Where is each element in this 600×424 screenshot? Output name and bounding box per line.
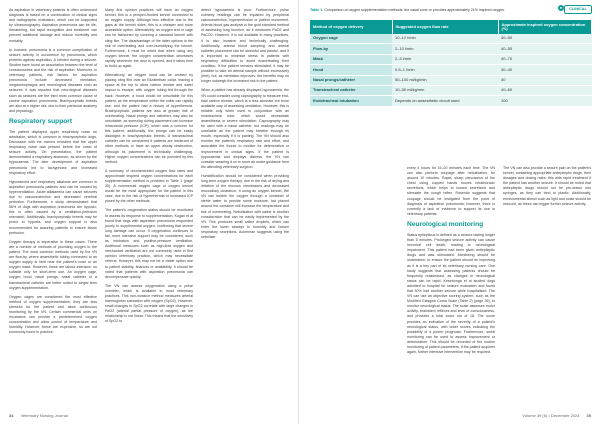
paragraph: A summary of recommended oxygen flow rates and approximate inspired oxygen concentrations for each supplementation method is provided in Table 1 (page 35). A commercial oxygen cage or oxygen kennel would be the most appropriate for the patient in this case, due to the risk of hyperthermia or increased ICP posed by the other methods. — [105, 168, 193, 204]
table-row — [310, 96, 592, 106]
table-cell-concentration: 40 — [498, 75, 592, 85]
table-header: Suggested oxygen flow rate — [392, 20, 498, 34]
oxygen-methods-table — [310, 20, 592, 107]
table-cell-concentration: 40–70 — [498, 54, 592, 64]
paragraph: Status epilepticus is defined as a seizure lasting longer than 5 minutes. Prolonged seizure activity can cause neuronal cell death, leading to neurological impairment. This patient had been given antiepileptic drugs and was stimulated. Monitoring should be undertaken, to ensure the patient should be improving as it is a key part of its veterinary nursing care. One study suggests that assessing patients should be frequently reassessed, as changes in neurological status can be rapid. Kesebonga et al studied dogs admitted to hospital for seizure evaluation and found that 50% had another seizure while hospitalised. The VN can use an objective scoring system, such as the Modified Glasgow Coma Scale (Table 2) (page 36), to monitor neurological status. The scale assesses motor activity, brainstem reflexes and level of consciousness, and provides a total score out of 18. The score provides an indication of the severity of a patient's neurological status, with lower scores indicating the possibility of a poorer prognosis. Furthermore, serial monitoring can be used to assess improvement or deterioration. This should be recorded of the routine monitoring of patient parameters, if the patient acquires again, further intensive intervention may be required. — [407, 232, 495, 355]
left-column-3 — [201, 8, 289, 244]
left-column-1 — [9, 8, 97, 339]
table-caption — [310, 8, 592, 13]
paragraph: The VN can also provide a secure pain on the patient's kennel, containing appropriate antiepileptic drugs, their dosages and dosing rates; this aids rapid treatment if the patient has another seizure. It should be noted that antiepileptic drugs should not be pre-drawn into syringes, as they can bind to plastic. Additionally, environmental stimuli such as light and noise should be reduced, as these can trigger further seizure activity. — [503, 166, 591, 206]
table-cell-rate: 2–10 l/min — [392, 44, 498, 54]
right-column-1 — [407, 166, 495, 359]
section-heading-respiratory-support: Respiratory support — [9, 117, 73, 125]
paragraph: As aspiration in veterinary patients is often underused diagnosis is based on a combination of clinical signs and radiographic evaluation, which can be supported by ultrasonography. Aspiration pneumonia can be life-threatening, but rapid recognition and treatment can prevent additional damage and reduce morbidity and mortality. — [9, 8, 97, 43]
table-cell-rate: 0.5–1 l/min — [392, 65, 498, 75]
paragraph: In humans, pneumonia is a common complication of seizure activity, in occurrence by pneumonia, which protects against aspiration. A stricted during a seizure. Studies have found an association between the level of consciousness and the risk of aspiration. Moreover, in veterinary patients, risk factors for aspiration pneumonia include decreased mentation, megaoesophagus and neurological diseases such as seizures. It was reported that neurological diseases such as seizures are the third most common cause of canine aspiration pneumonia. Brachycephalic breeds are also at a higher risk, due to their particular anatomy and physiology. — [9, 47, 97, 113]
table-cell-concentration: 40–60 — [498, 85, 592, 95]
left-footer — [9, 413, 68, 418]
paragraph: detect hypoxaemia is poor. Furthermore, pulse oximetry readings can be impaired by peripheral vasoconstriction, hyperperfusion or patient movement. Arterial blood gas analysis is the gold standard method of assessing lung function, as it measures PaO2 and PaCO2. However, it is not available in many practices, it is also invasive and technically challenging. Additionally, arterial blood sampling and arterial catheter placement can be stressful and painful, and it is important to minimise stress in patients with respiratory difficulties to avoid exacerbating their condition. If the patient remains stimulated, it may be possible to take an arterial sample without excessively (feet), but, as mentation improves, the benefits may no longer outweigh the increased risk to the patient. — [201, 8, 289, 84]
table-row — [310, 54, 592, 64]
table-cell-method: Transtracheal catheter — [310, 85, 392, 95]
right-footer — [522, 413, 591, 418]
paragraph: Humidification should be considered when providing long-term oxygen therapy, due to the risk of drying and irritation of the mucous membranes and decreased mucociliary clearance. If using an oxygen kennel, the VN can bubble the oxygen through a container of sterile water to provide some moisture, but placed around the container will increase the temperature and risk of overheating. Nebulisation with saline is another consideration that can be easily implemented by the VN. This produces small saline droplets, which can enter the lower airways to humidify and loosen respiratory secretions. Ackerman suggests using the nebuliser — [201, 173, 289, 240]
section-heading-neurological-monitoring: Neurological monitoring — [407, 220, 484, 228]
paragraph: The VN can assess oxygenation using a pulse oximeter, which is available in most veterinary practices. This non-invasive method measures arterial haemoglobin saturation with oxygen (SpO2). However, small changes in SpO2 correlate with large changes in PaO2 (arterial partial pressure of oxygen), as the relationship is not linear. This means that the sensitivity of SpO2 to — [105, 283, 193, 324]
paragraph: Hypoxaemia and respiratory alkalosis are common in aspiration pneumonia patients and can be caused by hyperventilation. Acute alkalaemia can cause seizures due to vasoconstriction and decreased cerebral perfusion. Furthermore, a study demonstrated that 56% of dogs with aspiration pneumonia are hypoxic; this is often caused by a ventilation-perfusion mismatch. Additionally, brachycephalic breeds may be prone to hypoxia, and oxygen support is also recommended for assuring patients to ensure tissue perfusion. — [9, 179, 97, 235]
paragraph: Oxygen therapy is imperative in these cases. There are a number of methods of providing oxygen to the patient. The most common methods used by the VN are flow-by, where anaesthetic tubing connected to an oxygen supply is held near the patient's nose or an oxygen mask. However, these are labour-intensive, so suitable only for short-term use. An oxygen cage, oxygen hood, nasal prongs, nasal catheter or a transtracheal catheter are better suited to longer-term oxygen supplementation. — [9, 239, 97, 290]
table-cell-rate: 10–12 l/min — [392, 34, 498, 44]
journal-name: Veterinary Nursing Journal — [20, 413, 68, 418]
table-cell-rate: 10–50 ml/kg/min — [392, 85, 498, 95]
table-cell-method: Oxygen cage — [310, 34, 392, 44]
table-cell-method: Mask — [310, 54, 392, 64]
table-row — [310, 34, 592, 44]
table-cell-rate: 2–5 l/min — [392, 54, 498, 64]
paragraph: When a patient has already displayed hypoxaemia, the VN could consider using capnography to measure end-tidal carbon dioxide, which is a less accurate but more available way of assessing ventilation. However, this is reliable only when used in conjunction with an endotracheal tube, which would necessitate anaesthesia or severe stimulation. Capnography may be used with a nasal catheter, but readings may be unreliable as the patient may breathe through its mouth, especially if it is panting. The VN should also monitor the patient's respiratory rate and effort, and auscultate the thorax to monitor for deterioration or improvement in clinical signs. If the patient is hypoxaemia and displays distress, the VN can consider weaning it on to room air under guidance from the attending veterinary surgeon. — [201, 88, 289, 169]
paragraph: The patient's oxygenation status should be monitored to assess its response to supplementation. Kogan et al found that dogs with aspiration pneumonia responded poorly to supplemental oxygen, confirming that severe lung damage can occur. If oxygenation continues to fail, more intensive support may be considered, such as intubation and positive-pressure ventilation. Additional measures such as high-flow oxygen and mechanical ventilation are not commonly used in first opinion veterinary practice, which may necessitate referral. However, this may not be a viable option due to patient stability, finances or availability. It should be noted that patients with aspiration pneumonia can decompensate quickly. — [105, 208, 193, 279]
table-cell-method: Endotracheal intubation — [310, 96, 392, 106]
paragraph: Many first opinion practices will have an oxygen kennel; this is a perspex-fronted kennel connected to an oxygen supply. Although less effective due to the gaps at the kennel sides, this is a cheaper and more accessible option. Alternatively, an oxygen tent or cage can be fashioned by covering a standard kennel with cling film. The disadvantage of the latter options is the risk of overheating and over-humidifying the kennel. Furthermore, it must be noted that when using any oxygen kennel, the oxygen concentration decreases rapidly whenever the door is opened, and it takes time to build up again. — [105, 8, 193, 69]
left-page — [0, 0, 299, 424]
table-cell-rate: 50–100 ml/kg/min — [392, 75, 498, 85]
table-cell-rate: Depends on anaesthetic circuit used — [392, 96, 498, 106]
clinical-icon: ● — [559, 5, 563, 10]
table-row — [310, 85, 592, 95]
table-row — [310, 44, 592, 54]
table-cell-method: Nasal prongs/catheter — [310, 75, 392, 85]
right-column-2 — [503, 166, 591, 211]
table-row — [310, 65, 592, 75]
table-cell-concentration: 40–50 — [498, 34, 592, 44]
page-number: 34 — [9, 413, 14, 418]
table-cell-concentration: 30–40 — [498, 65, 592, 75]
table-caption-text: Comparison of oxygen supplementation methods: the nasal cone or provides approximately 21% inspired oxygen. — [324, 8, 506, 12]
paragraph: The patient displayed upper respiratory noise on admission, which is common in brachycephalic dogs. Discussion with the owners revealed that the upper respiratory noise was present before the onset of seizure activity. On presentation, the patient demonstrated a respiratory abdomen, as shown by the hypoxaemia. The later development of aspiration pneumonia led to tachypnoea and increased respiratory effort. — [9, 129, 97, 175]
paragraph: Oxygen cages are considered the most effective method of oxygen supplementation; they are less stressful for the patient and allow continuous monitoring by the VN. Certain commercial units on incubators can provide a predetermined oxygen concentration and allow control of temperature and humidity. However, these are expensive, so are not commonly found in practice. — [9, 294, 97, 335]
section-tag: CLINICAL — [564, 5, 592, 14]
left-column-2 — [105, 8, 193, 329]
table-cell-concentration: 100 — [498, 96, 592, 106]
table-cell-method: Flow-by — [310, 44, 392, 54]
table-header: Method of oxygen delivery — [310, 20, 392, 34]
table-header: Approximate inspired oxygen concentration (%) — [498, 20, 592, 34]
table-cell-concentration: 40–55 — [498, 44, 592, 54]
page-number: 35 — [586, 413, 591, 418]
table-row — [310, 75, 592, 85]
volume-info: Volume 39 (6) • December 2024 — [522, 413, 580, 418]
paragraph: every 4 hours for 15–20 minutes each time. The VN can also perform coupage after nebulisation, for around 10 minutes. Rapid, sharp percussion of the chest using cupped hands moves intrathoracic secretions, which helps to loosen secretions and stimulate the cough reflex. Rosendo suggests that coupage should be instigated from the point of diagnosis of aspiration pneumonia; however, there is currently a lack of evidence to support its use in veterinary patients. — [407, 166, 495, 216]
table-label: Table 1. — [310, 8, 324, 12]
paragraph: Alternatively, an oxygen hood can be created by placing cling film over an Elizabethan collar, leaving a space at the top to allow carbon dioxide and water vapour to escape, with oxygen tubing fed through the back. However, a hood would be unsuitable for this patient, as the temperature within the collar can rapidly rise, and the patient had a history of hyperthermia. Brachycephalic patients are also at greater risk of overheating. Nasal prongs and catheters may also be unsuitable, as sneezing during placement can increase intracranial pressure (ICP), which was a concern for this patient; additionally, the prongs can be easily dislodged in brachycephalic breeds. A transtracheal catheter can be considered if patients are intolerant of other methods or have an upper airway obstruction, although its placement is technically challenging. Higher oxygen concentrations can be provided by this method. — [105, 73, 193, 164]
table-cell-method: Hood — [310, 65, 392, 75]
